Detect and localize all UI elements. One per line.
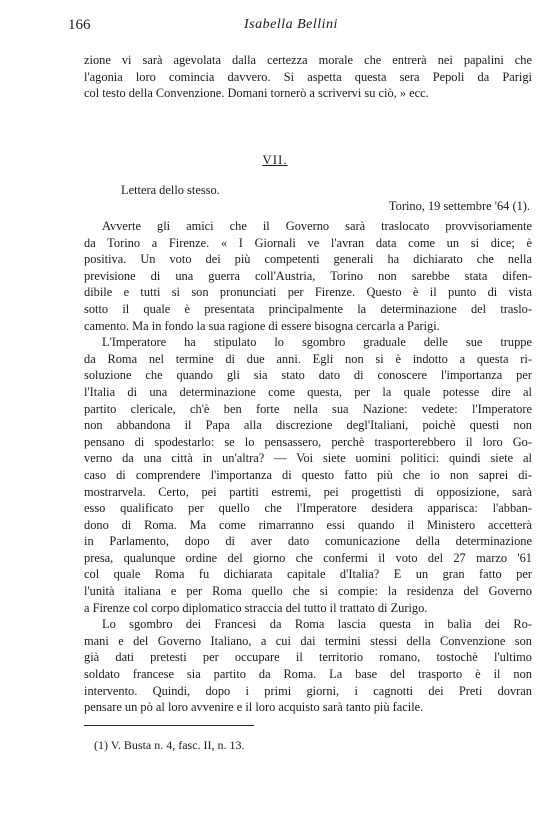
page-number: 166 [68, 17, 91, 33]
text-line: Lo sgombro dei Francesi da Roma lascia questa in balìa dei Ro- [102, 617, 532, 632]
text-line: in Parlamento, dopo di aver dato comunicazione della determinazione [84, 534, 532, 549]
text-line: caso di comprendere l'importanza di questo fatto più che io non saprei di- [84, 467, 532, 482]
text-line: col testo della Convenzione. Domani tornerò a scrivervi su ciò, » ecc. [84, 86, 429, 101]
footnote-rule [84, 725, 254, 726]
text-line: camento. Ma in fondo la sua ragione di essere bisogna cercarla a Parigi. [84, 318, 440, 333]
text-line: verno da una città in un'altra? — Voi siete uomini politici: quindi siete al [84, 451, 532, 466]
text-line: presa, qualunque ordine del giorno che confermi il voto del 27 marzo '61 [84, 550, 532, 565]
text-line: L'Imperatore ha stipulato lo sgombro graduale delle sue truppe [102, 335, 532, 350]
text-line: esso qualificato per quello che l'Imperatore desidera apparisca: l'abban- [84, 501, 532, 516]
dateline: Torino, 19 settembre '64 (1). [388, 199, 530, 213]
running-head [0, 17, 550, 39]
footnote: (1) V. Busta n. 4, fasc. II, n. 13. [94, 738, 245, 752]
text-line: a Firenze col corpo diplomatico straccia del tutto il trattato di Zurigo. [84, 600, 428, 615]
text-line: intervento. Quindi, dopo i primi giorni, i cagnotti dei Preti dovran [84, 683, 532, 698]
letter-body [84, 218, 532, 716]
text-line: partito clericale, ch'è ben forte nella sua Nazione: vedete: l'Imperatore [84, 401, 532, 416]
text-line: mostrarvela. Certo, pei partiti estremi, pei progettisti di opposizione, sarà [84, 484, 532, 499]
text-line: dono di Roma. Ma come rimarranno essi quando il Ministero accetterà [84, 517, 532, 532]
text-line: previsione di una guerra coll'Austria, Torino non sarebbe stata difen- [84, 268, 532, 283]
text-line: pensano di spodestarlo: se lo pensassero, perchè trasporterebbero il loro Go- [84, 434, 532, 449]
text-line: già dati pretesti per occupare il territorio romano, tostochè l'ultimo [84, 650, 532, 665]
text-line: l'unità italiana e per Roma quello che si compie: la residenza del Governo [84, 584, 532, 599]
text-line: dibile e tutti si son pronunciati per Firenze. Questo è il punto di vista [84, 285, 532, 300]
text-line: mani e del Governo Italiano, a cui dai termini stessi della Convenzione son [84, 633, 532, 648]
text-line: pensare un pò al loro avvenire e il loro acquisto sarà tanto più facile. [84, 700, 424, 715]
text-line: l'agonia loro comincia davvero. Si aspetta questa sera Pepoli da Parigi [84, 69, 532, 84]
text-line: non abbandona il Papa alla discrezione degl'Italiani, poichè questi non [84, 418, 532, 433]
letter-heading: Lettera dello stesso. [121, 183, 220, 197]
section-number: VII. [262, 152, 288, 167]
intro-paragraph [84, 52, 532, 102]
text-line: zione vi sarà agevolata dalla certezza morale che entrerà nei papalini che [84, 53, 532, 67]
text-line: da Roma nel termine di due anni. Egli non si è indotto a questa ri- [84, 351, 532, 366]
text-line: soluzione che quando gli sia stato dato di conoscere l'importanza per [84, 368, 532, 383]
text-line: da Torino a Firenze. « I Giornali ve l'avran data come un si dice; è [84, 235, 532, 250]
text-line: soldato francese sia partito da Roma. La base del trasporto è il non [84, 667, 532, 682]
text-line: col quale Roma fu dichiarata capitale d'Italia? E un gran fatto per [84, 567, 532, 582]
text-line: Avverte gli amici che il Governo sarà traslocato provvisoriamente [102, 219, 532, 233]
text-line: sotto il quale è presentata principalmente la determinazione del traslo- [84, 301, 532, 316]
running-title: Isabella Bellini [244, 17, 338, 32]
text-line: positiva. Un voto dei più competenti generali ha dichiarato che nella [84, 252, 532, 267]
text-line: l'Italia di una determinazione come questa, per la quale potesse dire al [84, 384, 532, 399]
